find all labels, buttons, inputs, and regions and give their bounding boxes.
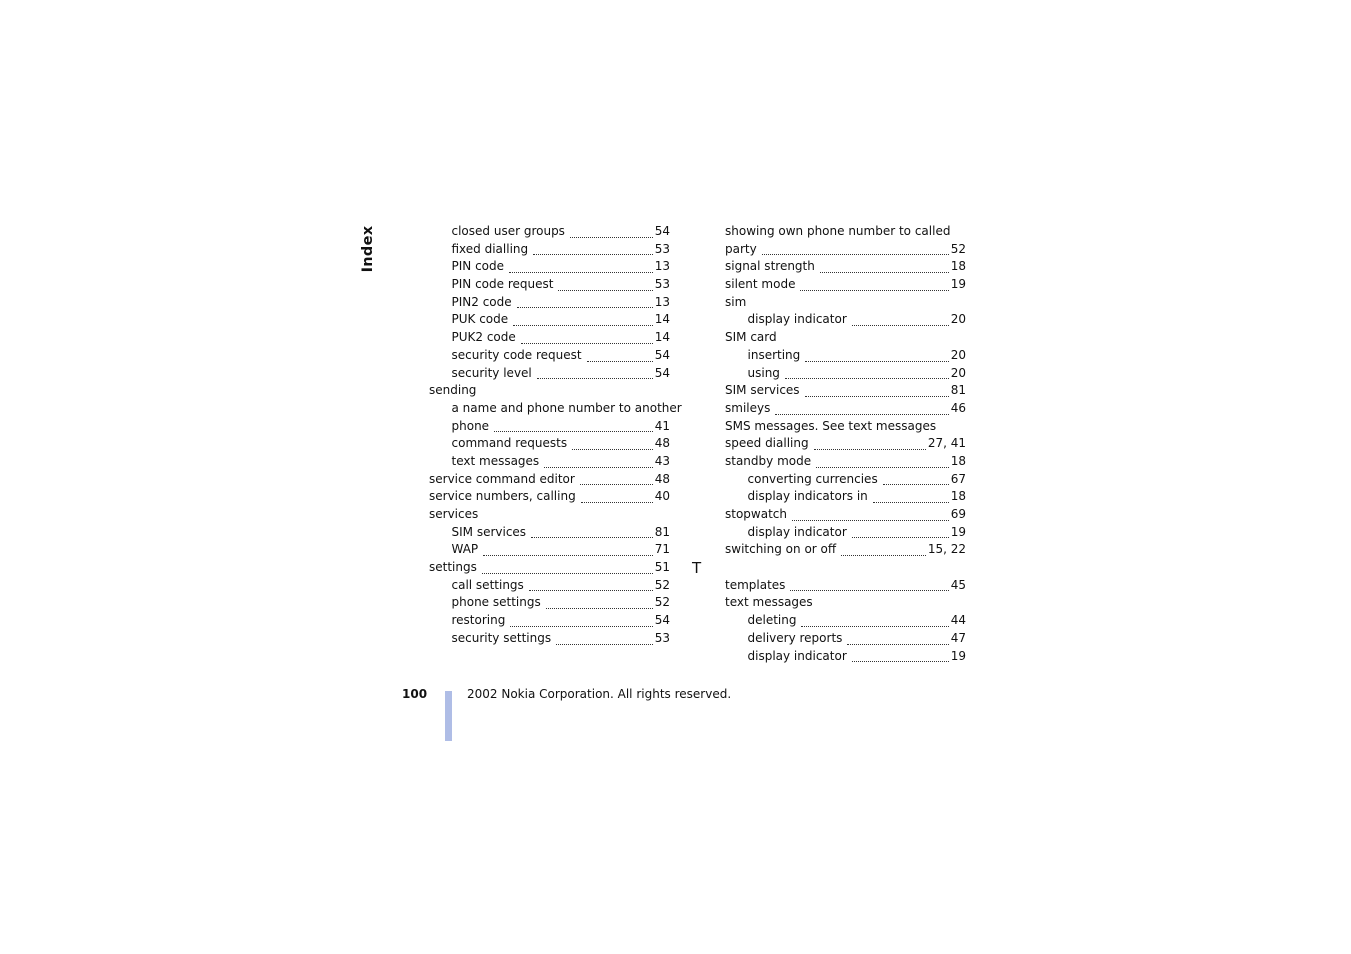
dot-leader (537, 373, 653, 379)
dot-leader (775, 409, 948, 415)
index-entry (725, 594, 966, 612)
index-term: service command editor (429, 471, 575, 486)
index-subentry (725, 471, 966, 489)
index-subentry (429, 258, 670, 276)
dot-leader (517, 302, 653, 308)
index-subentry (429, 541, 670, 559)
index-term: showing own phone number to called (725, 224, 951, 238)
index-entry (429, 559, 670, 577)
index-subentry (429, 577, 670, 595)
index-term: sim (725, 294, 747, 309)
index-page-ref: 52 (950, 241, 966, 256)
index-term: text messages (725, 595, 813, 610)
index-term: display indicators in (747, 489, 868, 504)
index-term: restoring (451, 613, 506, 628)
index-term: signal strength (725, 259, 815, 274)
index-entry (725, 400, 966, 418)
index-entry (725, 329, 966, 347)
index-page-ref: 53 (654, 630, 670, 645)
index-page-ref: 19 (950, 277, 966, 292)
index-term: WAP (451, 542, 479, 557)
index-subentry (429, 365, 670, 383)
index-subentry (725, 347, 966, 365)
index-subentry (429, 294, 670, 312)
dot-leader (482, 568, 653, 574)
index-subentry (429, 524, 670, 542)
dot-leader (529, 585, 653, 591)
dot-leader (792, 515, 949, 521)
index-page-ref: 81 (654, 524, 670, 539)
index-term: standby mode (725, 453, 812, 468)
section-letter: T (692, 559, 702, 577)
index-term: security code request (451, 347, 582, 362)
index-page-ref: 18 (950, 259, 966, 274)
dot-leader (510, 621, 652, 627)
dot-leader (531, 532, 653, 538)
index-page-ref: 27, 41 (927, 436, 966, 451)
dot-leader (580, 479, 653, 485)
index-term: inserting (747, 347, 801, 362)
index-entry (725, 258, 966, 276)
index-subentry (725, 311, 966, 329)
index-term: phone settings (451, 595, 541, 610)
index-entry (429, 488, 670, 506)
dot-leader (790, 585, 948, 591)
index-entry (725, 506, 966, 524)
dot-leader (801, 621, 948, 627)
index-term: smileys (725, 400, 771, 415)
index-entry (429, 382, 670, 400)
index-subentry (429, 311, 670, 329)
index-column-left (429, 223, 682, 648)
index-page-ref: 81 (950, 383, 966, 398)
dot-leader (785, 373, 949, 379)
index-term: PIN code request (451, 277, 554, 292)
dot-leader (852, 320, 949, 326)
index-term: deleting (747, 613, 797, 628)
index-term: security level (451, 365, 532, 380)
index-subentry (429, 418, 670, 436)
dot-leader (546, 603, 653, 609)
index-subentry (725, 524, 966, 542)
index-entry (725, 418, 966, 436)
index-term: using (747, 365, 780, 380)
index-page-ref: 67 (950, 471, 966, 486)
dot-leader (805, 356, 948, 362)
dot-leader (873, 497, 949, 503)
dot-leader (847, 639, 948, 645)
copyright-text: 2002 Nokia Corporation. All rights reserved. (467, 687, 732, 701)
index-entry (429, 471, 670, 489)
index-entry (725, 241, 966, 259)
index-entry (725, 541, 966, 559)
index-page-ref: 69 (950, 507, 966, 521)
index-page-ref: 13 (654, 294, 670, 309)
index-subentry (725, 612, 966, 630)
index-page-ref: 19 (950, 648, 966, 663)
index-subentry (429, 630, 670, 648)
dot-leader (762, 249, 949, 255)
index-term: SMS messages. See text messages (725, 418, 937, 433)
dot-leader (820, 267, 949, 273)
index-subentry (725, 365, 966, 383)
index-term: PUK2 code (451, 330, 516, 345)
index-page-ref: 52 (654, 577, 670, 592)
index-page-ref: 18 (950, 489, 966, 504)
index-page-ref: 51 (654, 560, 670, 575)
dot-leader (883, 479, 949, 485)
index-subentry (429, 223, 670, 241)
index-subentry (429, 347, 670, 365)
dot-leader (852, 656, 949, 662)
index-entry (429, 506, 670, 524)
index-term: phone (451, 418, 490, 433)
index-term: templates (725, 577, 786, 592)
dot-leader (483, 550, 653, 556)
index-page-ref: 20 (950, 312, 966, 327)
index-term: delivery reports (747, 630, 843, 645)
dot-leader (494, 426, 653, 432)
index-page-ref: 54 (654, 613, 670, 628)
page-number: 100 (402, 687, 428, 701)
index-term: a name and phone number to another (451, 400, 682, 415)
index-subentry (429, 612, 670, 630)
index-page-ref: 20 (950, 347, 966, 362)
index-term: SIM services (725, 383, 800, 398)
index-page-ref: 41 (654, 418, 670, 433)
index-subentry (429, 435, 670, 453)
dot-leader (841, 550, 926, 556)
index-term: settings (429, 560, 477, 575)
dot-leader (587, 356, 653, 362)
index-page-ref: 44 (950, 613, 966, 628)
index-term: services (429, 507, 479, 521)
index-term: SIM services (451, 524, 527, 539)
dot-leader (816, 462, 949, 468)
footer-accent-bar (445, 691, 452, 741)
index-page-ref: 47 (950, 630, 966, 645)
index-term: speed dialling (725, 436, 809, 451)
index-entry (725, 276, 966, 294)
index-term: party (725, 241, 757, 256)
index-page-ref: 53 (654, 241, 670, 256)
index-page-ref: 43 (654, 453, 670, 468)
index-term: converting currencies (747, 471, 878, 486)
dot-leader (533, 249, 653, 255)
index-entry (725, 453, 966, 471)
index-term: switching on or off (725, 542, 837, 557)
index-entry (725, 577, 966, 595)
dot-leader (556, 639, 653, 645)
index-term: command requests (451, 436, 568, 451)
dot-leader (521, 338, 653, 344)
index-term: text messages (451, 453, 540, 468)
index-term: fixed dialling (451, 241, 529, 256)
index-page-ref: 54 (654, 224, 670, 238)
index-page-ref: 52 (654, 595, 670, 610)
dot-leader (570, 232, 653, 238)
index-page-ref: 40 (654, 489, 670, 504)
index-page-ref: 45 (950, 577, 966, 592)
index-page-ref: 20 (950, 365, 966, 380)
blank-line (725, 559, 966, 577)
dot-leader (544, 462, 653, 468)
dot-leader (558, 285, 652, 291)
dot-leader (572, 444, 653, 450)
dot-leader (509, 267, 653, 273)
index-page-ref: 13 (654, 259, 670, 274)
dot-leader (800, 285, 948, 291)
index-page-ref: 54 (654, 365, 670, 380)
index-term: stopwatch (725, 507, 787, 521)
index-subentry (429, 276, 670, 294)
index-entry (725, 223, 966, 241)
dot-leader (581, 497, 653, 503)
index-term: display indicator (747, 524, 847, 539)
index-subentry (725, 648, 966, 666)
index-term: closed user groups (451, 224, 565, 238)
running-header (358, 226, 378, 272)
dot-leader (814, 444, 926, 450)
index-page-ref: 19 (950, 524, 966, 539)
index-page-ref: 14 (654, 312, 670, 327)
index-page-ref: 53 (654, 277, 670, 292)
index-term: call settings (451, 577, 524, 592)
index-subentry (429, 400, 682, 418)
index-subentry (429, 453, 670, 471)
index-page-ref: 48 (654, 471, 670, 486)
index-subentry (725, 488, 966, 506)
index-page-ref: 54 (654, 347, 670, 362)
index-subentry (429, 594, 670, 612)
index-term: security settings (451, 630, 552, 645)
index-page-ref: 15, 22 (927, 542, 966, 557)
index-entry (725, 294, 966, 312)
index-term: display indicator (747, 648, 847, 663)
index-subentry (725, 630, 966, 648)
dot-leader (513, 320, 653, 326)
index-entry (725, 435, 966, 453)
index-page-ref: 14 (654, 330, 670, 345)
index-page-ref: 18 (950, 453, 966, 468)
index-term: PIN code (451, 259, 505, 274)
running-header-text: Index (360, 225, 376, 273)
index-page-ref: 46 (950, 400, 966, 415)
index-term: service numbers, calling (429, 489, 576, 504)
dot-leader (852, 532, 949, 538)
index-term: PUK code (451, 312, 509, 327)
index-term: SIM card (725, 330, 777, 345)
index-page-ref: 71 (654, 542, 670, 557)
index-subentry (429, 329, 670, 347)
index-term: silent mode (725, 277, 796, 292)
index-entry (725, 382, 966, 400)
index-term: sending (429, 383, 477, 398)
index-subentry (429, 241, 670, 259)
index-term: display indicator (747, 312, 847, 327)
index-term: PIN2 code (451, 294, 512, 309)
index-column-right (725, 223, 966, 665)
dot-leader (805, 391, 949, 397)
index-page-ref: 48 (654, 436, 670, 451)
